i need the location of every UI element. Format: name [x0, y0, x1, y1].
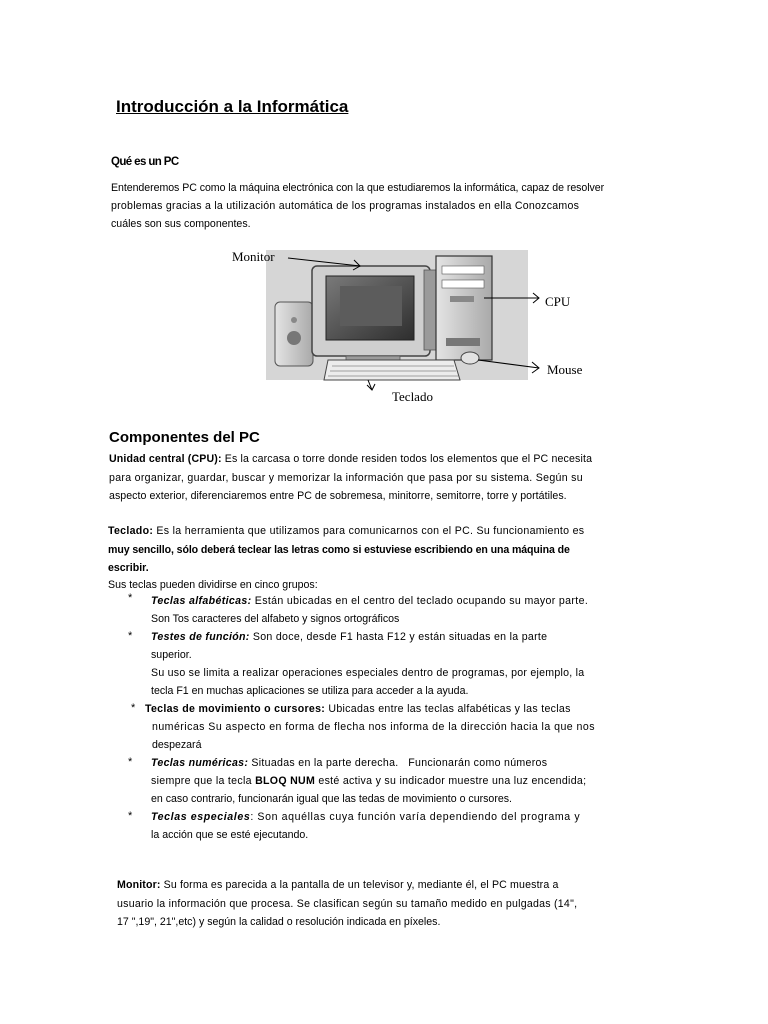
list-item-text: esté activa y su indicador muestre una luz encendida;: [315, 775, 587, 787]
mouse-image: [461, 352, 479, 364]
paragraph-text: Es la carcasa o torre donde residen todos los elementos que el PC necesita: [221, 453, 593, 465]
list-item-line: [151, 808, 580, 826]
keyboard-paragraph: [108, 522, 660, 594]
term-keyboard: Teclado:: [108, 525, 154, 537]
paragraph-line: [117, 876, 663, 895]
cpu-paragraph: [109, 450, 661, 506]
list-item-line: Son Tos caracteres del alfabeto y signos ortográficos: [151, 613, 400, 625]
list-item: [128, 700, 660, 754]
list-item: [128, 592, 660, 628]
intro-line: cuáles son sus componentes.: [111, 218, 251, 230]
term-alphabetic-keys: Teclas alfabéticas:: [151, 595, 252, 607]
list-item: [128, 808, 660, 844]
list-item-line: la acción que se esté ejecutando.: [151, 829, 309, 841]
intro-paragraph: [111, 179, 663, 233]
paragraph-text: Su forma es parecida a la pantalla de un televisor y, mediante él, el PC muestra a: [160, 879, 559, 891]
paragraph-line: [108, 522, 660, 541]
callout-arrow: [367, 380, 375, 390]
figure-label-cpu: CPU: [545, 294, 571, 309]
bullet-marker: *: [128, 592, 133, 604]
intro-line: problemas gracias a la utilización automática de los programas instalados en ella Conozcamos: [111, 200, 580, 212]
components-heading: Componentes del PC: [109, 429, 260, 446]
paragraph-line: para organizar, guardar, buscar y memorizar la información que pasa por su sistema. Según su: [109, 471, 583, 484]
list-item-line: Su uso se limita a realizar operaciones especiales dentro de programas, por ejemplo, la: [151, 667, 585, 679]
cpu-tower-image: [436, 256, 492, 360]
bloq-num-key-label: BLOQ NUM: [255, 775, 316, 787]
list-item-line: numéricas Su aspecto en forma de flecha nos informa de la dirección hacia la que nos: [152, 721, 595, 733]
list-item-line: [151, 592, 588, 610]
paragraph-line: 17 ",19", 21",etc) y según la calidad o resolución indicada en píxeles.: [117, 916, 441, 928]
list-item-line: [151, 754, 586, 772]
list-item-text: Situadas en la parte derecha. Funcionarán como números: [248, 757, 548, 769]
list-item: [128, 754, 660, 808]
bullet-marker: *: [128, 756, 133, 768]
term-monitor: Monitor:: [117, 879, 161, 891]
list-item-line: despezará: [152, 739, 202, 751]
paragraph-line: escribir.: [108, 562, 149, 574]
monitor-paragraph: [117, 876, 663, 932]
page-title: Introducción a la Informática: [116, 97, 349, 116]
term-cursor-keys: Teclas de movimiento o cursores:: [145, 703, 326, 715]
term-special-keys: Teclas especiales: [151, 811, 251, 823]
list-item-text: Están ubicadas en el centro del teclado ocupando su mayor parte.: [251, 595, 589, 607]
paragraph-line: muy sencillo, sólo deberá teclear las letras como si estuviese escribiendo en una máquina de: [108, 543, 570, 556]
paragraph-line: [109, 450, 661, 469]
list-item-line: superior.: [151, 649, 192, 661]
figure-label-keyboard: Teclado: [392, 389, 433, 404]
list-item-text: : Son aquéllas cuya función varía dependiendo del programa y: [250, 811, 581, 823]
term-cpu: Unidad central (CPU):: [109, 453, 222, 465]
paragraph-line: usuario la información que procesa. Se clasifican según su tamaño medido en pulgadas (14",: [117, 897, 578, 910]
list-item: [128, 628, 660, 700]
list-item-line: [151, 772, 586, 790]
key-groups-list: [128, 592, 660, 844]
figure-label-mouse: Mouse: [547, 362, 583, 377]
pc-components-figure: [228, 238, 600, 408]
speaker-image: [275, 302, 313, 366]
paragraph-text: Es la herramienta que utilizamos para comunicarnos con el PC. Su funcionamiento es: [153, 525, 585, 537]
monitor-image: [312, 266, 438, 364]
bullet-marker: *: [131, 702, 136, 714]
list-item-text: Son doce, desde F1 hasta F12 y están situadas en la parte: [249, 631, 548, 643]
paragraph-line: aspecto exterior, diferenciaremos entre PC de sobremesa, minitorre, semitorre, torre y portátiles.: [109, 490, 567, 502]
section-subtitle: Qué es un PC: [111, 156, 179, 168]
list-item-text: siempre que la tecla: [151, 775, 256, 787]
paragraph-line: Sus teclas pueden dividirse en cinco grupos:: [108, 578, 318, 591]
list-item-line: [145, 700, 595, 718]
keyboard-image: [324, 360, 460, 380]
list-item-text: Ubicadas entre las teclas alfabéticas y las teclas: [325, 703, 571, 715]
bullet-marker: *: [128, 630, 133, 642]
list-item-line: [151, 628, 584, 646]
intro-line: Entenderemos PC como la máquina electrónica con la que estudiaremos la informática, capaz de resolver: [111, 182, 605, 194]
bullet-marker: *: [128, 810, 133, 822]
list-item-line: tecla F1 en muchas aplicaciones se utiliza para acceder a la ayuda.: [151, 685, 469, 697]
figure-label-monitor: Monitor: [232, 249, 275, 264]
list-item-line: en caso contrario, funcionarán igual que las tedas de movimiento o cursores.: [151, 793, 512, 805]
term-numeric-keys: Teclas numéricas:: [151, 757, 249, 769]
term-function-keys: Testes de función:: [151, 631, 250, 643]
